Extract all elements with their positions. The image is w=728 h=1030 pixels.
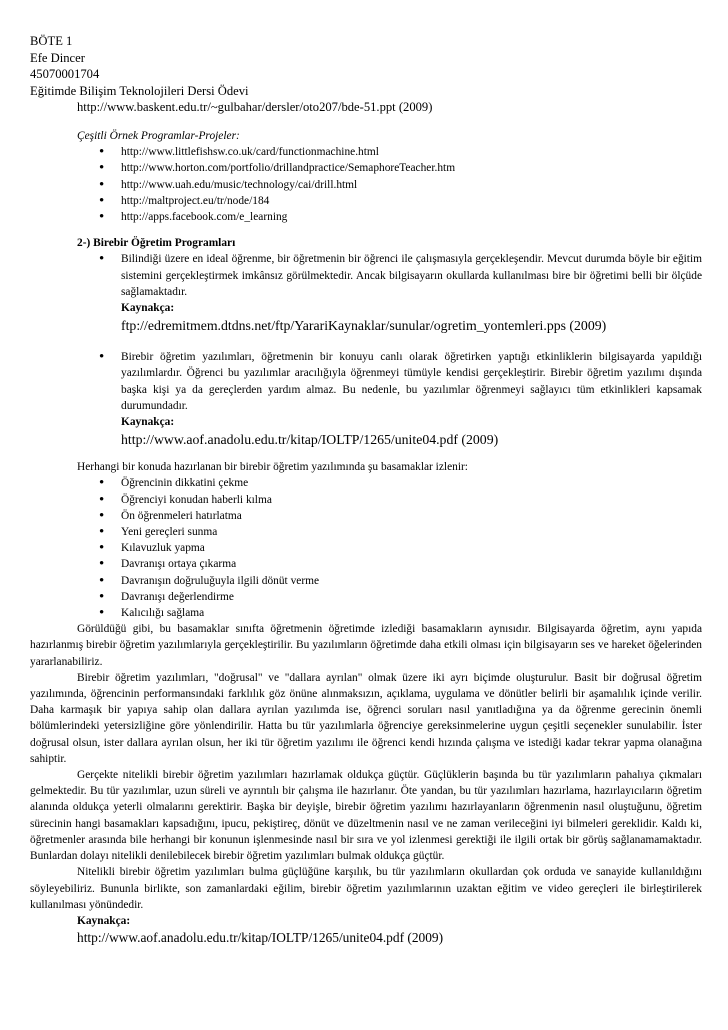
step-item: • Ön öğrenmeleri hatırlatma — [97, 508, 702, 524]
section-2-item — [97, 251, 702, 335]
final-source — [77, 913, 702, 946]
examples-heading: Çeşitli Örnek Programlar-Projeler: — [77, 129, 240, 142]
body-paragraph: Görüldüğü gibi, bu basamaklar sınıfta öğretmenin öğretimde izlediği basamakların aynısıdır. Bilgisayarda öğretim, aynı yapıda hazırlanmış birebir öğretim yazılımlarıyla gerçekleştirilir. Bu yazılımların öğretimde daha etkili olması için bilgisayarın ses ve hareket öğelerinden yararlanabiliriz. — [30, 623, 702, 668]
example-link: • http://www.uah.edu/music/technology/cai/drill.html — [97, 177, 702, 193]
example-link: • http://maltproject.eu/tr/node/184 — [97, 193, 702, 209]
section-2-item-text: Birebir öğretim yazılımları, öğretmenin bir konuyu canlı olarak öğretirken yaptığı etkinliklerin bilgisayarda yapıldığı yazılımlardır. Öğrenci bu yazılımlar aracılığıyla öğrenmeyi tümüyle kendisi gerçekleştirir. Birebir öğretim yazılımı dışında başka kişi ya da gereçlerden yardım almaz. Bu nedenle, bu yazılımlar öğrenmeyi sağlayıcı tüm etkinlikleri kapsamak durumundadır. — [121, 351, 702, 412]
body-paragraph: Nitelikli birebir öğretim yazılımları bulma güçlüğüne karşılık, bu tür yazılımların okullardan çok orduda ve sanayide kullanıldığını söyleyebiliriz. Bununla birlikte, son zamanlardaki eğilim, birebir öğretim yazılımlarının uzaktan eğitim ve video gereçleri ile birleştirilerek kullanılması yönündedir. — [30, 866, 702, 911]
example-link: • http://apps.facebook.com/e_learning — [97, 209, 702, 225]
examples-link-list — [97, 144, 702, 225]
step-item: • Kılavuzluk yapma — [97, 540, 702, 556]
source-label: Kaynakça: — [77, 914, 131, 927]
step-item: • Davranışı ortaya çıkarma — [97, 556, 702, 572]
example-link: • http://www.horton.com/portfolio/drillandpractice/SemaphoreTeacher.htm — [97, 160, 702, 176]
course-code: BÖTE 1 — [30, 34, 73, 48]
source-label: Kaynakça: — [121, 416, 175, 429]
step-item: • Davranışın doğruluğuyla ilgili dönüt verme — [97, 573, 702, 589]
source-url: http://www.aof.anadolu.edu.tr/kitap/IOLTP/1265/unite04.pdf (2009) — [121, 432, 499, 448]
body-paragraph: Gerçekte nitelikli birebir öğretim yazılımları hazırlamak oldukça güçtür. Güçlüklerin başında bu tür yazılımların pahalıya çıkmaları gelmektedir. Bu tür yazılımlar, uzun süreli ve ayrıntılı bir çalışma ile hazırlanır. Öte yandan, bu tür yazılımları hazırlama, hazırlayıcıların öğretim alanında oldukça yeterli olmalarını gerektirir. Başka bir deyişle, birebir öğretim yazılımı hazırlayanların öğrenmenin nasıl oluştuğunu, öğretim sürecinin hangi basamakları kapsadığını, ipucu, pekiştireç, dönüt ve düzeltmenin nasıl ve ne zaman verileceğini iyi bilmeleri gereklidir. Kaldı ki, öğretmenler arasında bile herhangi bir konunun işlenmesinde nasıl bir sıra ve yol izlenmesi gerektiği ile ilgili ortak bir görüş sağlanamamaktadır. Bunlardan dolayı nitelikli denilebilecek birebir öğretim yazılımları bulmak oldukça güçtür. — [30, 769, 702, 863]
section-2-item — [97, 349, 702, 449]
example-link: • http://www.littlefishsw.co.uk/card/functionmachine.html — [97, 144, 702, 160]
steps-section — [30, 459, 702, 621]
assignment-title: Eğitimde Bilişim Teknolojileri Dersi Ödevi — [30, 83, 249, 98]
section-2-list — [97, 251, 702, 449]
section-2-heading: 2-) Birebir Öğretim Programları — [77, 237, 236, 250]
step-item: • Yeni gereçleri sunma — [97, 524, 702, 540]
student-number: 45070001704 — [30, 67, 100, 82]
body-paragraphs — [30, 621, 702, 913]
step-item: • Kalıcılığı sağlama — [97, 605, 702, 621]
body-paragraph: Birebir öğretim yazılımları, "doğrusal" ve "dallara ayrılan" olmak üzere iki ayrı biçimde oluşturulur. Basit bir doğrusal öğretim yazılımında, öğrencinin performansındaki farklılık göz önüne alınmaksızın, açıklama, uygulama ve dönütler belirli bir aşamalılık içinde verilir. Daha karmaşık bir yapıya sahip olan dallara ayrılan yazılımda ise, öğrenci soruları nasıl yanıtladığına ya da öğrenme gerecinin önemli bölümlerindeki yetersizliğine göre yönlendirilir. Hatta bu tür yazılımlarla öğrenciye gereksinmelerine uygun çeşitli seçenekler sunulabilir. İster doğrusal olsun, ister dallara ayrılan olsun, her iki tür öğretim yazılımı ile öğrenci kendi hızında çalışma ve istediği kadar tekrar yapma olanağına sahiptir. — [30, 671, 702, 765]
step-item: • Davranışı değerlendirme — [97, 589, 702, 605]
source-url: http://www.aof.anadolu.edu.tr/kitap/IOLTP/1265/unite04.pdf (2009) — [77, 930, 444, 946]
source-label: Kaynakça: — [121, 302, 175, 314]
examples-section — [30, 128, 702, 225]
header-source-url: http://www.baskent.edu.tr/~gulbahar/dersler/oto207/bde-51.ppt (2009) — [77, 100, 433, 115]
section-2-item-text: Bilindiği üzere en ideal öğrenme, bir öğretmenin bir öğrenci ile çalışmasıyla gerçekleşendir. Mevcut durumda böyle bir eğitim sistemini gerçekleştirmek imkânsız görülmektedir. Ancak bilgisayarın okullarda kullanılması bire bir öğretimi belli bir ölçüde sağlamaktadır. — [121, 253, 702, 298]
step-item: • Öğrencinin dikkatini çekme — [97, 475, 702, 491]
document-header — [30, 33, 702, 116]
author-name: Efe Dincer — [30, 50, 85, 65]
step-item: • Öğrenciyi konudan haberli kılma — [97, 492, 702, 508]
steps-intro: Herhangi bir konuda hazırlanan bir birebir öğretim yazılımında şu basamaklar izlenir: — [77, 461, 468, 474]
section-2 — [30, 235, 702, 449]
steps-list — [97, 475, 702, 621]
source-url: ftp://edremitmem.dtdns.net/ftp/YarariKaynaklar/sunular/ogretim_yontemleri.pps (2009) — [121, 318, 607, 334]
